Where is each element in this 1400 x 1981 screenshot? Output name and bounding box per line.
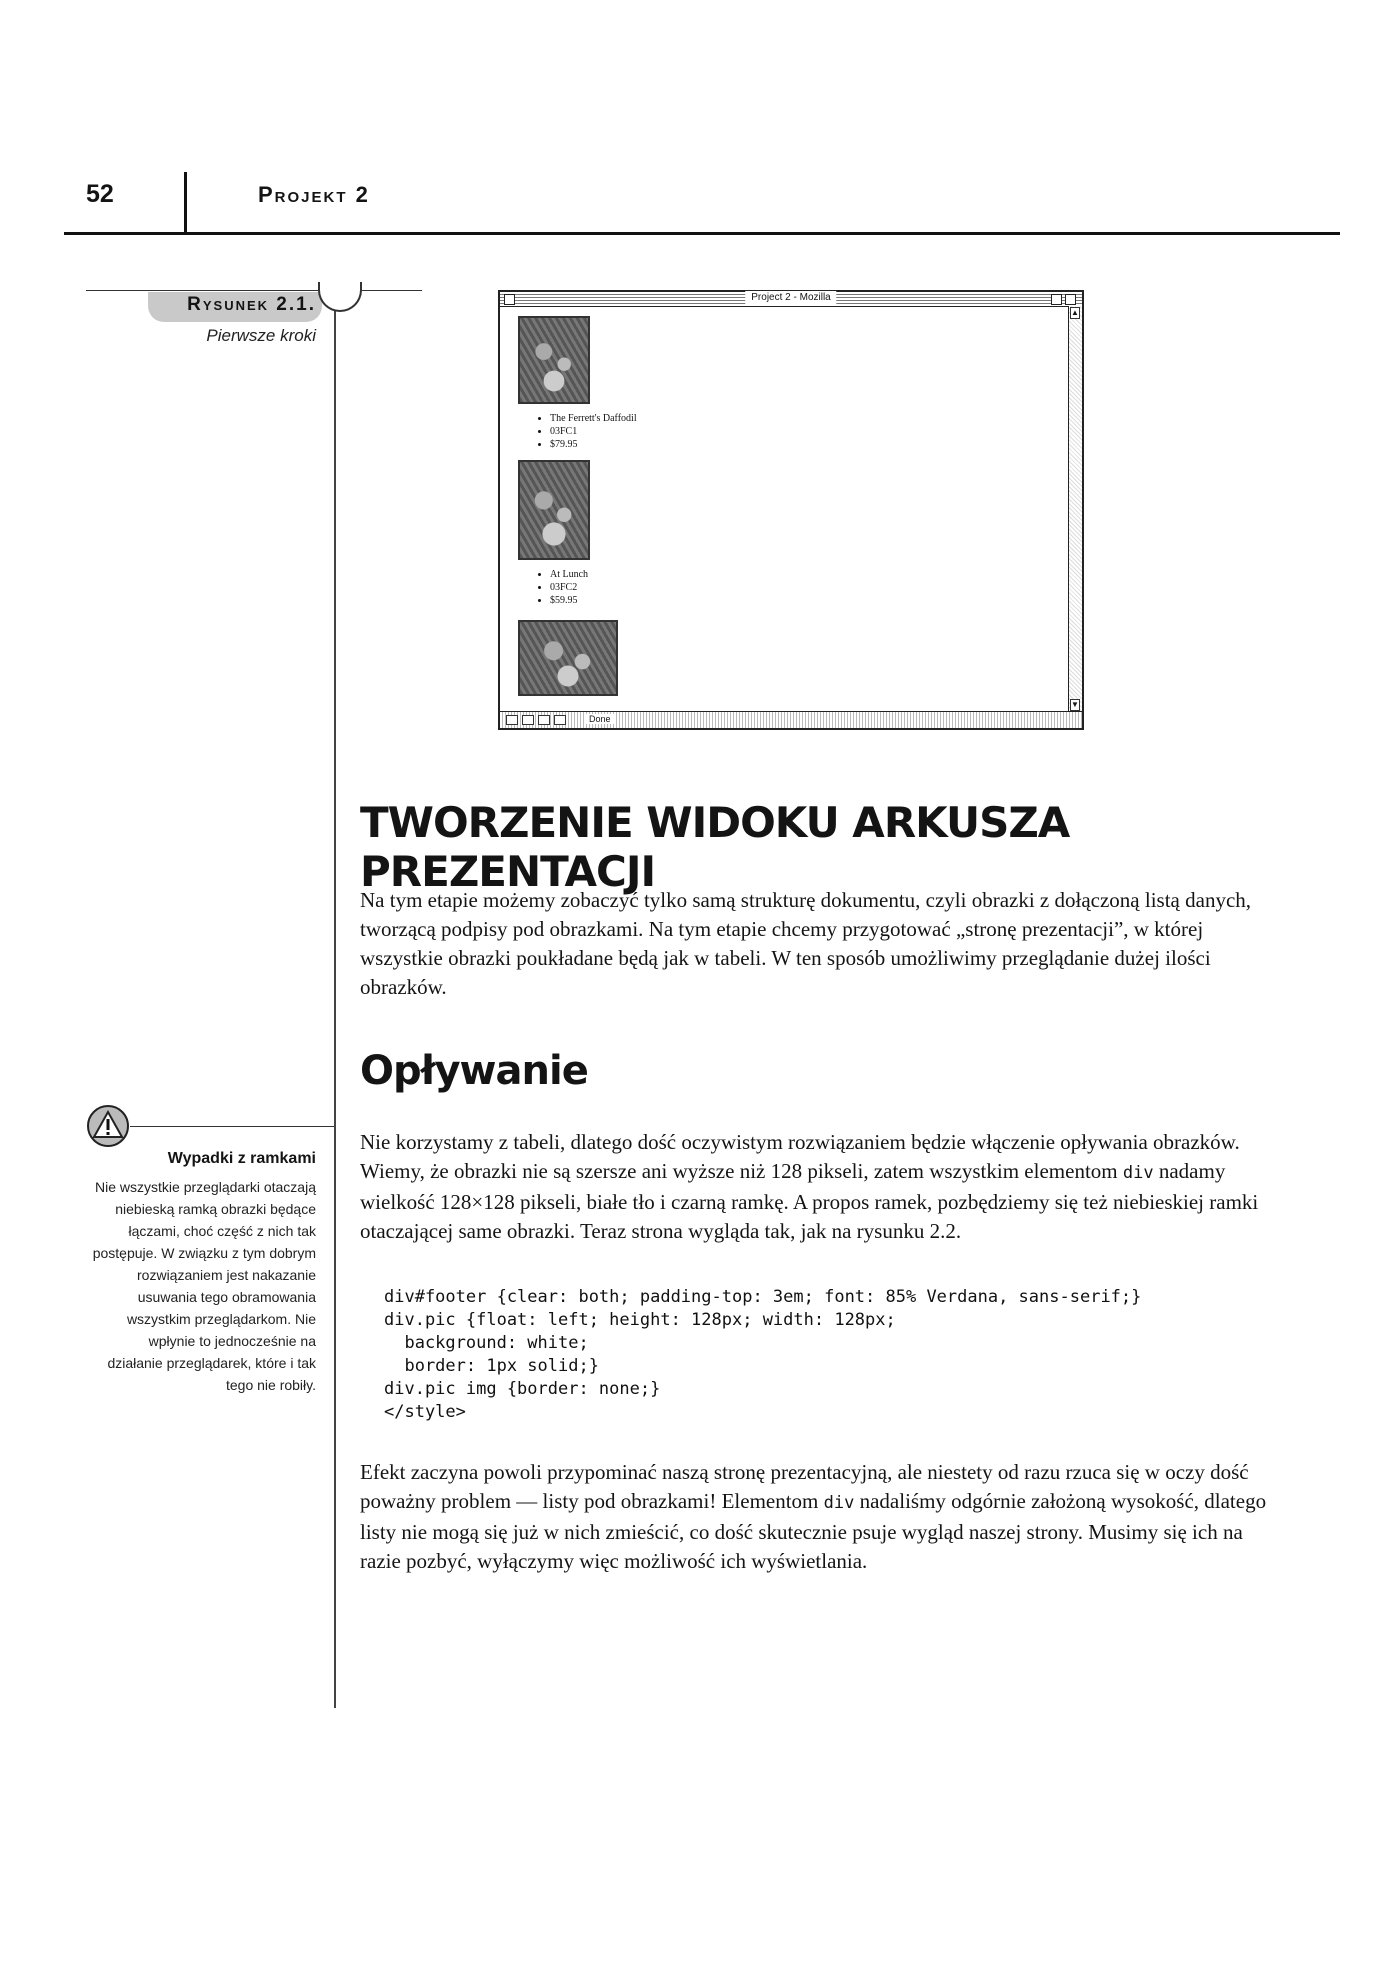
inline-code: div <box>823 1493 855 1513</box>
product-name: • At Lunch <box>550 568 588 581</box>
product-price: • $59.95 <box>550 594 588 607</box>
margin-rule <box>334 288 336 1708</box>
product-name: • The Ferrett's Daffodil <box>550 412 637 425</box>
product-price: • $79.95 <box>550 438 637 451</box>
collapse-box-icon <box>1065 294 1076 305</box>
browser-window-screenshot <box>498 290 1084 730</box>
browser-title: Project 2 - Mozilla <box>745 291 836 305</box>
figure-tab-curve <box>318 282 362 312</box>
compose-icon <box>522 715 534 725</box>
page-number: 52 <box>86 180 114 208</box>
composer-icon <box>554 715 566 725</box>
inline-code: div <box>1122 1163 1154 1183</box>
figure-rule <box>86 290 422 291</box>
browser-statusbar <box>500 711 1082 728</box>
figure-label: Rysunek 2.1. <box>187 294 316 315</box>
note-title: Wypadki z ramkami <box>167 1150 316 1167</box>
product-code: • 03FC2 <box>550 581 588 594</box>
header-divider <box>184 172 187 234</box>
float-paragraph: Nie korzystamy z tabeli, dlatego dość oczywistym rozwiązaniem będzie włączenie opływania obrazków. Wiemy, że obrazki nie są szersze ani wyższe niż 128 pikseli, zatem wszystkim elementom div nadamy wielkość 128×128 pikseli, białe tło i czarną ramkę. A propos ramek, pozbędziemy się też niebieskiej ramki otaczającej same obrazki. Teraz strona wygląda tak, jak na rysunku 2.2. <box>360 1130 1259 1243</box>
intro-paragraph: Na tym etapie możemy zobaczyć tylko samą strukturę dokumentu, czyli obrazki z dołączoną listą danych, tworzącą podpisy pod obrazkami. Na tym etapie chcemy przygotować „stronę prezentacji”, w której wszystkie obrazki poukładane będą jak w tabeli. W ten sposób umożliwimy przeglądanie dużej ilości obrazków. <box>360 888 1252 999</box>
figure-caption: Pierwsze kroki <box>206 326 316 345</box>
mail-icon <box>506 715 518 725</box>
product-code: • 03FC1 <box>550 425 637 438</box>
warning-note <box>92 1150 316 1396</box>
product-image <box>518 316 590 404</box>
chapter-title: Projekt 2 <box>258 182 370 207</box>
note-rule <box>130 1126 334 1127</box>
scroll-up-icon: ▲ <box>1071 308 1079 317</box>
subsection-heading: Opływanie <box>360 1048 588 1094</box>
warning-icon <box>86 1104 130 1148</box>
section-heading: TWORZENIE WIDOKU ARKUSZA PREZENTACJI <box>360 798 1070 896</box>
scroll-down-icon: ▼ <box>1071 700 1079 709</box>
code-block: div#footer {clear: both; padding-top: 3em; font: 85% Verdana, sans-serif;} div.pic {float: left; height: 128px; width: 128px; background: white; border: 1px solid;} div.pic img {border: none;} </style> <box>384 1287 1142 1422</box>
product-image <box>518 620 618 696</box>
problem-paragraph: Efekt zaczyna powoli przypominać naszą stronę prezentacyjną, ale niestety od razu rzuca się w oczy dość poważny problem — listy pod obrazkami! Elementom div nadaliśmy odgórnie założoną wysokość, dlatego listy nie mogą się już w nich zmieścić, co dość skutecznie psuje wygląd naszej strony. Musimy się ich na razie pozbyć, wyłączymy więc możliwość ich wyświetlania. <box>360 1460 1267 1573</box>
zoom-box-icon <box>1051 294 1062 305</box>
browser-status-text: Done <box>586 714 614 724</box>
note-body: Nie wszystkie przeglądarki otaczają niebieską ramką obrazki będące łączami, choć część z nich tak postępuje. W związku z tym dobrym rozwiązaniem jest nakazanie usuwania tego obramowania wszystkim przeglądarkom. Nie wpłynie to jednocześnie na działanie przeglądarek, które i tak tego nie robiły. <box>92 1179 316 1393</box>
browser-scrollbar <box>1068 306 1082 712</box>
header-rule <box>64 232 1340 235</box>
product-image <box>518 460 590 560</box>
close-box-icon <box>504 294 515 305</box>
browser-titlebar <box>500 292 1082 307</box>
product-list <box>540 568 588 607</box>
address-book-icon <box>538 715 550 725</box>
product-list <box>540 412 637 451</box>
